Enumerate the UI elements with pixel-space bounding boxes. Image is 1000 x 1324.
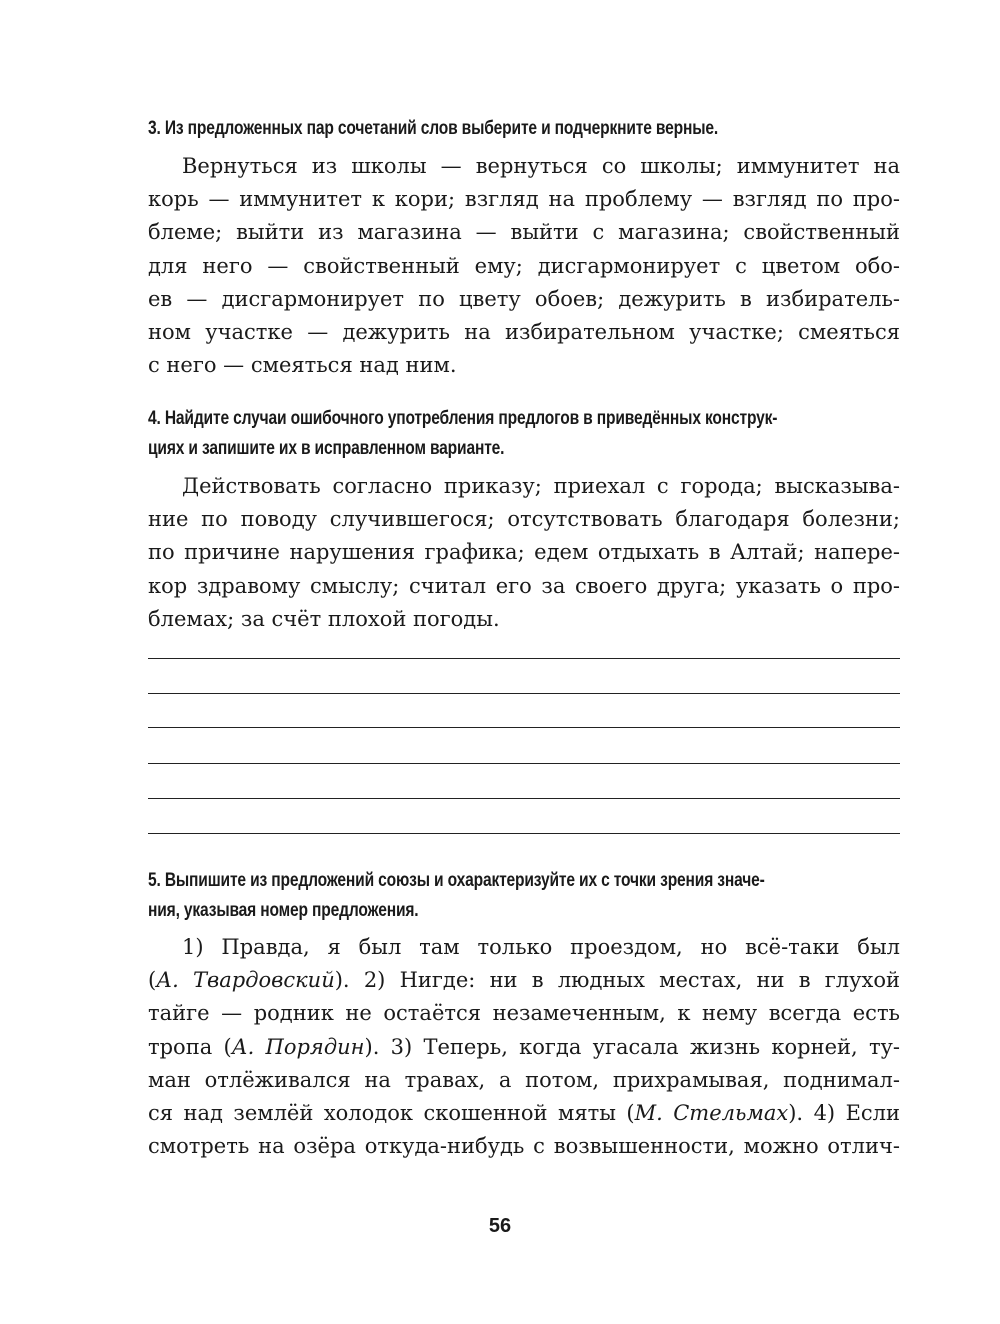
- task-5-line: смотреть на озёра откуда-нибудь с возвышенности, можно отлич-: [148, 1134, 900, 1159]
- task-5-heading-line: 5. Выпишите из предложений союзы и охарактеризуйте их с точки зрения значе-: [148, 870, 765, 891]
- task-5-line: тайге — родник не остаётся незамеченным, к нему всегда есть: [148, 1001, 900, 1026]
- task-5-line: ся над землёй холодок скошенной мяты (М. Стельмах). 4) Если: [148, 1101, 901, 1126]
- task-4-text: [148, 470, 900, 636]
- task-4-line: блемах; за счёт плохой погоды.: [148, 606, 500, 631]
- task-5-line: 1) Правда, я был там только проездом, но всё-таки был: [182, 935, 900, 959]
- task-5-text: [148, 931, 900, 1163]
- task-5-heading-line: ния, указывая номер предложения.: [148, 900, 419, 921]
- task-3-line: корь — иммунитет к кори; взгляд на проблему — взгляд по про-: [148, 187, 900, 212]
- task-3-line: ев — дисгармонирует по цвету обоев; дежурить в избиратель-: [148, 286, 900, 311]
- task-5-heading: [148, 866, 900, 926]
- task-4-line: по причине нарушения графика; едем отдыхать в Алтай; напере-: [148, 540, 900, 565]
- task-3-line: блеме; выйти из магазина — выйти с магазина; свойственный: [148, 220, 900, 245]
- task-5-line: ман отлёживался на травах, а потом, прихрамывая, поднимал-: [148, 1067, 900, 1092]
- page-number: 56: [488, 1215, 512, 1237]
- answer-line[interactable]: [148, 833, 900, 834]
- author-name: А. Твардовский: [156, 968, 335, 993]
- answer-line[interactable]: [148, 658, 900, 659]
- author-name: А. Порядин: [231, 1034, 365, 1059]
- task-4-heading-line: циях и запишите их в исправленном варианте.: [148, 438, 505, 459]
- task-4-line: Действовать согласно приказу; приехал с города; высказыва-: [182, 474, 900, 498]
- task-4-heading: [148, 404, 900, 464]
- task-4-line: кор здравому смыслу; считал его за своего друга; указать о про-: [148, 573, 900, 598]
- answer-line[interactable]: [148, 693, 900, 694]
- task-3-line: для него — свойственный ему; дисгармонирует с цветом обо-: [148, 253, 900, 278]
- answer-line[interactable]: [148, 763, 900, 764]
- task-3-text: [148, 150, 900, 382]
- answer-line[interactable]: [148, 798, 900, 799]
- task-5-line: тропа (А. Порядин). 3) Теперь, когда угасала жизнь корней, ту-: [148, 1034, 901, 1059]
- task-3-line: Вернуться из школы — вернуться со школы; иммунитет на: [182, 154, 900, 178]
- task-4-heading-line: 4. Найдите случаи ошибочного употребления предлогов в приведённых конструк-: [148, 408, 778, 429]
- author-name: М. Стельмах: [634, 1101, 789, 1126]
- task-3-line: с него — смеяться над ним.: [148, 353, 457, 378]
- task-5-line: (А. Твардовский). 2) Нигде: ни в людных местах, ни в глухой: [148, 968, 900, 993]
- answer-line[interactable]: [148, 727, 900, 728]
- task-4-line: ние по поводу случившегося; отсутствовать благодаря болезни;: [148, 507, 900, 532]
- task-3-heading: 3. Из предложенных пар сочетаний слов выберите и подчеркните верные.: [148, 118, 719, 139]
- task-3-line: ном участке — дежурить на избирательном участке; смеяться: [148, 320, 900, 345]
